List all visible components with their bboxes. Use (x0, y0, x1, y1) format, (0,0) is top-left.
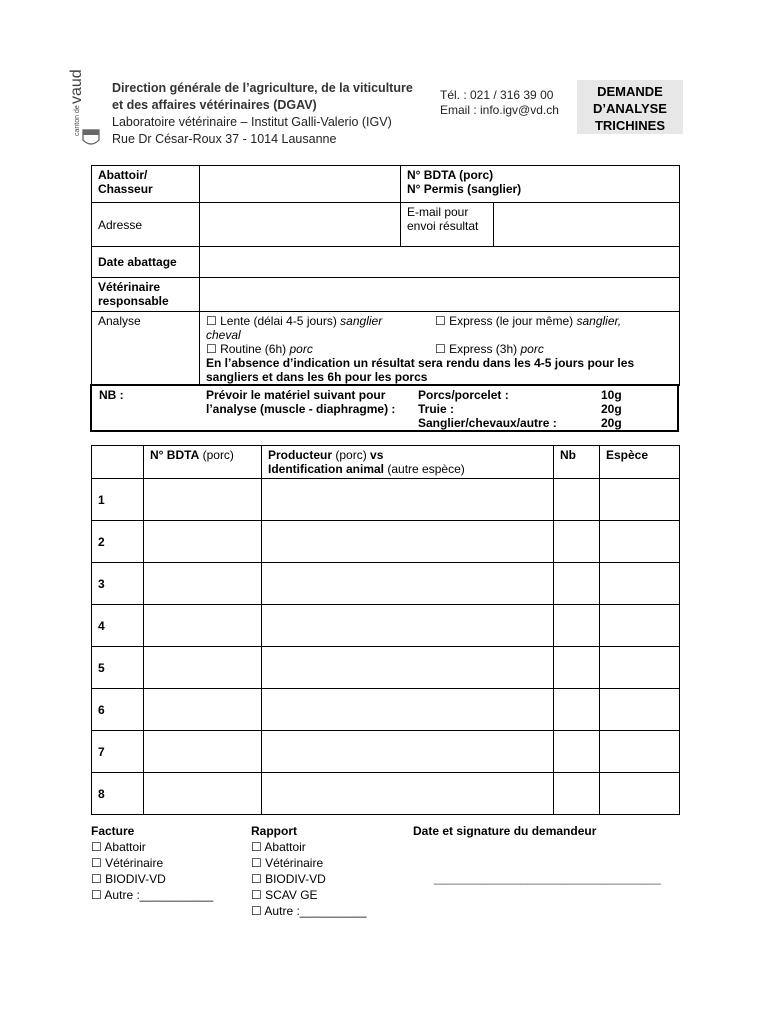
adresse-label: Adresse (92, 203, 200, 247)
bdta-cell[interactable] (144, 731, 262, 773)
nb-box (90, 384, 679, 432)
facture-option-abattoir[interactable]: ☐ Abattoir (91, 840, 146, 854)
producteur-cell[interactable] (262, 773, 554, 815)
row-number: 7 (92, 731, 144, 773)
adresse-field[interactable] (200, 203, 401, 247)
abattoir-field[interactable] (200, 166, 401, 203)
bdta-cell[interactable] (144, 773, 262, 815)
rapport-option-veterinaire[interactable]: ☐ Vétérinaire (251, 856, 324, 870)
bdta-label: N° BDTA (porc) N° Permis (sanglier) (401, 166, 680, 203)
rapport-section (251, 823, 367, 919)
date-abattage-field[interactable] (200, 247, 680, 278)
bdta-cell[interactable] (144, 563, 262, 605)
espece-cell[interactable] (600, 479, 680, 521)
nb-cell[interactable] (554, 647, 600, 689)
espece-cell[interactable] (600, 563, 680, 605)
facture-section (91, 823, 213, 903)
espece-cell[interactable] (600, 689, 680, 731)
signature-line[interactable]: __________________________________ (434, 871, 661, 885)
signature-section (413, 823, 596, 839)
bdta-cell[interactable] (144, 605, 262, 647)
nb-cell[interactable] (554, 605, 600, 647)
row-number: 5 (92, 647, 144, 689)
organization-block (112, 80, 432, 148)
facture-option-veterinaire[interactable]: ☐ Vétérinaire (91, 856, 164, 870)
nb-values: 10g 20g 20g (601, 388, 622, 430)
facture-option-biodiv[interactable]: ☐ BIODIV-VD (91, 872, 166, 886)
nb-cell[interactable] (554, 731, 600, 773)
rapport-option-biodiv[interactable]: ☐ BIODIV-VD (251, 872, 326, 886)
facture-title: Facture (91, 824, 135, 838)
table-row (92, 689, 680, 731)
bdta-cell[interactable] (144, 647, 262, 689)
rapport-option-abattoir[interactable]: ☐ Abattoir (251, 840, 306, 854)
bdta-cell[interactable] (144, 689, 262, 731)
table-row (92, 605, 680, 647)
producteur-cell[interactable] (262, 479, 554, 521)
col-producteur-header: Producteur (porc) vs Identification animal (autre espèce) (262, 446, 554, 479)
table-row (92, 647, 680, 689)
lab-name: Laboratoire vétérinaire – Institut Galli-Valerio (IGV) (112, 115, 392, 129)
email-contact: Email : info.igv@vd.ch (440, 103, 559, 117)
email-result-label: E-mail pour envoi résultat (401, 203, 494, 247)
svg-text:canton de: canton de (74, 105, 81, 136)
rapport-option-autre[interactable]: ☐ Autre :__________ (251, 904, 367, 918)
espece-cell[interactable] (600, 521, 680, 563)
option-express-jour[interactable]: ☐ Express (le jour même) sanglier, (435, 314, 622, 328)
nb-cell[interactable] (554, 773, 600, 815)
producteur-cell[interactable] (262, 605, 554, 647)
table-row (92, 563, 680, 605)
row-number: 2 (92, 521, 144, 563)
form-title: DEMANDE D’ANALYSE TRICHINES (577, 80, 683, 134)
bdta-cell[interactable] (144, 521, 262, 563)
signature-title: Date et signature du demandeur (413, 824, 597, 838)
org-name-line2: et des affaires vétérinaires (DGAV) (112, 98, 317, 112)
abattoir-label: Abattoir/ Chasseur (92, 166, 200, 203)
col-bdta-header: N° BDTA (porc) (144, 446, 262, 479)
nb-text: Prévoir le matériel suivant pour l’analyse (muscle - diaphragme) : (206, 388, 396, 416)
col-espece-header: Espèce (600, 446, 680, 479)
analyse-label: Analyse (92, 312, 200, 387)
producteur-cell[interactable] (262, 689, 554, 731)
nb-items: Porcs/porcelet : Truie : Sanglier/chevaux/autre : (418, 388, 557, 430)
table-row (92, 773, 680, 815)
espece-cell[interactable] (600, 647, 680, 689)
veterinaire-field[interactable] (200, 278, 680, 312)
producteur-cell[interactable] (262, 521, 554, 563)
phone: Tél. : 021 / 316 39 00 (440, 88, 554, 102)
espece-cell[interactable] (600, 773, 680, 815)
table-row (92, 479, 680, 521)
nb-label: NB : (99, 388, 124, 402)
facture-option-autre[interactable]: ☐ Autre :___________ (91, 888, 214, 902)
org-name-line1: Direction générale de l’agriculture, de la viticulture (112, 81, 413, 95)
espece-cell[interactable] (600, 605, 680, 647)
option-express-3h[interactable]: ☐ Express (3h) porc (435, 342, 544, 356)
col-nb-header: Nb (554, 446, 600, 479)
producteur-cell[interactable] (262, 647, 554, 689)
row-number: 4 (92, 605, 144, 647)
espece-cell[interactable] (600, 731, 680, 773)
canton-vaud-logo (68, 69, 104, 148)
row-number: 3 (92, 563, 144, 605)
absence-note: En l’absence d’indication un résultat sera rendu dans les 4-5 jours pour les sangliers et dans les 6h pour les porcs (206, 356, 635, 384)
option-lente[interactable]: ☐ Lente (délai 4-5 jours) sanglier (206, 314, 383, 328)
rapport-option-scav[interactable]: ☐ SCAV GE (251, 888, 318, 902)
table-row (92, 731, 680, 773)
veterinaire-label: Vétérinaire responsable (92, 278, 200, 312)
request-info-table (91, 165, 680, 386)
nb-cell[interactable] (554, 689, 600, 731)
row-number: 8 (92, 773, 144, 815)
nb-cell[interactable] (554, 479, 600, 521)
option-routine[interactable]: ☐ Routine (6h) porc (206, 342, 313, 356)
nb-cell[interactable] (554, 521, 600, 563)
producteur-cell[interactable] (262, 563, 554, 605)
nb-cell[interactable] (554, 563, 600, 605)
analyse-options: ☐ Lente (délai 4-5 jours) sanglier ☐ Express (le jour même) sanglier, cheval ☐ Routine (6h) porc ☐ Express (3h) porc En l’absence d’indication un résultat sera rendu dans les 4-5 jours pour les sangliers et dans les 6h pour les porcs (200, 312, 680, 387)
row-number: 6 (92, 689, 144, 731)
lab-address: Rue Dr César-Roux 37 - 1014 Lausanne (112, 132, 337, 146)
col-number-header (92, 446, 144, 479)
table-row (92, 521, 680, 563)
date-abattage-label: Date abattage (92, 247, 200, 278)
producteur-cell[interactable] (262, 731, 554, 773)
email-result-field[interactable] (494, 203, 680, 247)
contact-block (440, 88, 559, 118)
svg-text:vaud: vaud (68, 69, 85, 104)
bdta-cell[interactable] (144, 479, 262, 521)
row-number: 1 (92, 479, 144, 521)
rapport-title: Rapport (251, 824, 297, 838)
samples-table (91, 445, 680, 815)
